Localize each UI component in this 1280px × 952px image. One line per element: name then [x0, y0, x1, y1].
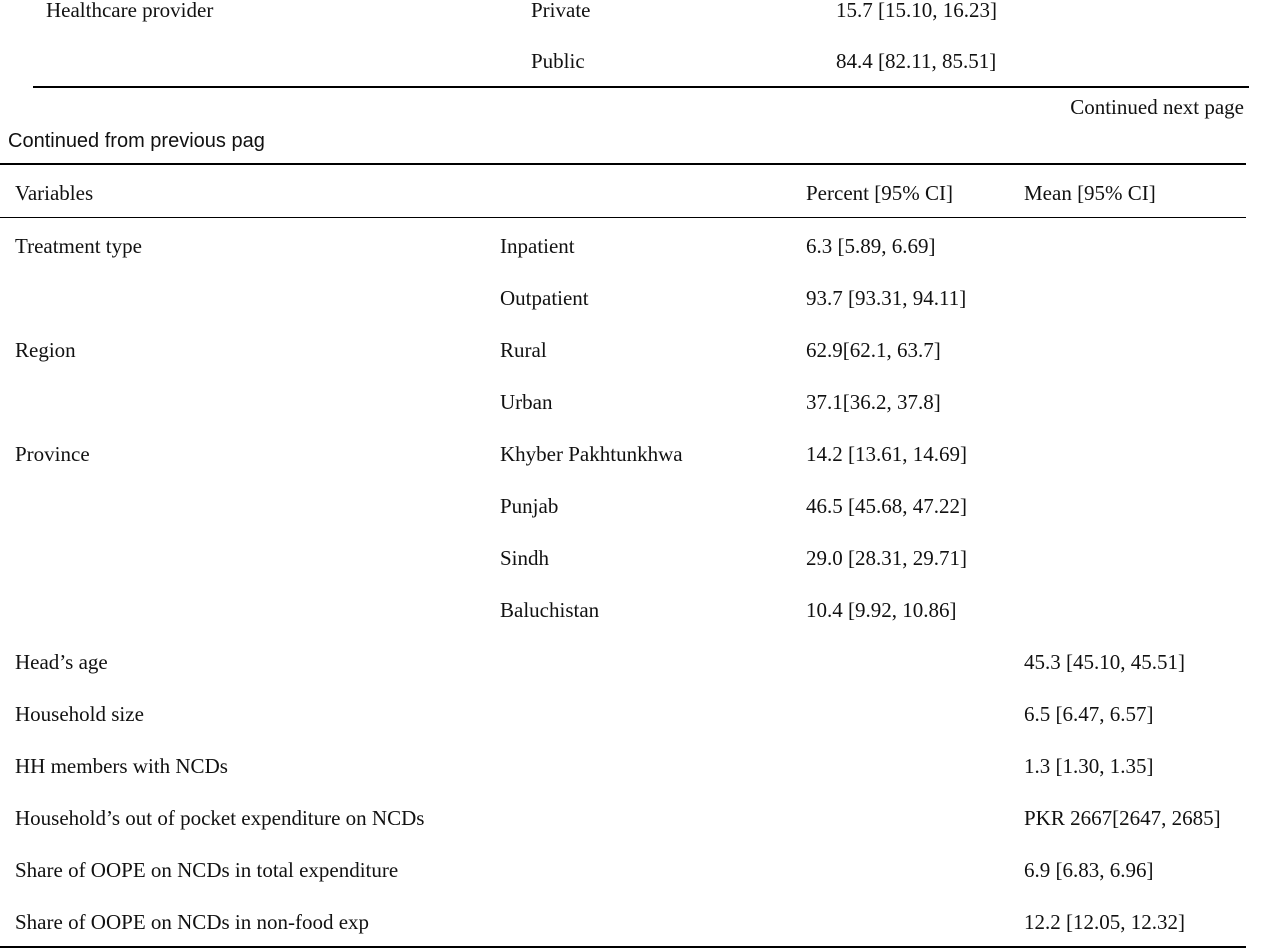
row-variable: Household’s out of pocket expenditure on NCDs: [15, 806, 425, 830]
table-top-rule: [0, 163, 1246, 165]
row-variable: Household size: [15, 702, 144, 726]
row-category: Khyber Pakhtunkhwa: [500, 442, 683, 466]
continued-from-caption: Continued from previous pag: [8, 130, 265, 152]
row-variable: HH members with NCDs: [15, 754, 228, 778]
row-percent: 93.7 [93.31, 94.11]: [806, 286, 967, 310]
row-category: Punjab: [500, 494, 559, 518]
row-variable: Share of OOPE on NCDs in non-food exp: [15, 910, 370, 934]
top-row-category: Private: [531, 0, 591, 22]
row-percent: 6.3 [5.89, 6.69]: [806, 234, 936, 258]
row-category: Sindh: [500, 546, 550, 570]
row-percent: 29.0 [28.31, 29.71]: [806, 546, 967, 570]
row-percent: 37.1[36.2, 37.8]: [806, 390, 941, 414]
row-category: Baluchistan: [500, 598, 600, 622]
row-category: Outpatient: [500, 286, 589, 310]
header-rule: [0, 217, 1246, 218]
row-variable: Head’s age: [15, 650, 108, 674]
row-mean: 45.3 [45.10, 45.51]: [1024, 650, 1185, 674]
row-variable: Province: [15, 442, 90, 466]
row-mean: 1.3 [1.30, 1.35]: [1024, 754, 1154, 778]
row-variable: Region: [15, 338, 76, 362]
header-variables: Variables: [15, 181, 94, 205]
top-row-percent: 15.7 [15.10, 16.23]: [836, 0, 997, 22]
header-mean: Mean [95% CI]: [1024, 181, 1156, 205]
row-percent: 46.5 [45.68, 47.22]: [806, 494, 967, 518]
top-row-variable: Healthcare provider: [46, 0, 214, 22]
row-variable: Share of OOPE on NCDs in total expenditure: [15, 858, 399, 882]
header-percent: Percent [95% CI]: [806, 181, 953, 205]
row-percent: 62.9[62.1, 63.7]: [806, 338, 941, 362]
top-row-category: Public: [531, 49, 585, 73]
continued-next-note: Continued next page: [1070, 95, 1244, 119]
row-mean: 6.9 [6.83, 6.96]: [1024, 858, 1154, 882]
row-mean: 6.5 [6.47, 6.57]: [1024, 702, 1154, 726]
row-category: Rural: [500, 338, 547, 362]
table-bottom-rule: [33, 86, 1249, 88]
row-percent: 14.2 [13.61, 14.69]: [806, 442, 967, 466]
row-variable: Treatment type: [15, 234, 142, 258]
row-mean: 12.2 [12.05, 12.32]: [1024, 910, 1185, 934]
row-percent: 10.4 [9.92, 10.86]: [806, 598, 957, 622]
row-category: Urban: [500, 390, 553, 414]
row-mean: PKR 2667[2647, 2685]: [1024, 806, 1221, 830]
row-category: Inpatient: [500, 234, 575, 258]
table-end-rule: [0, 946, 1246, 948]
top-row-percent: 84.4 [82.11, 85.51]: [836, 49, 997, 73]
